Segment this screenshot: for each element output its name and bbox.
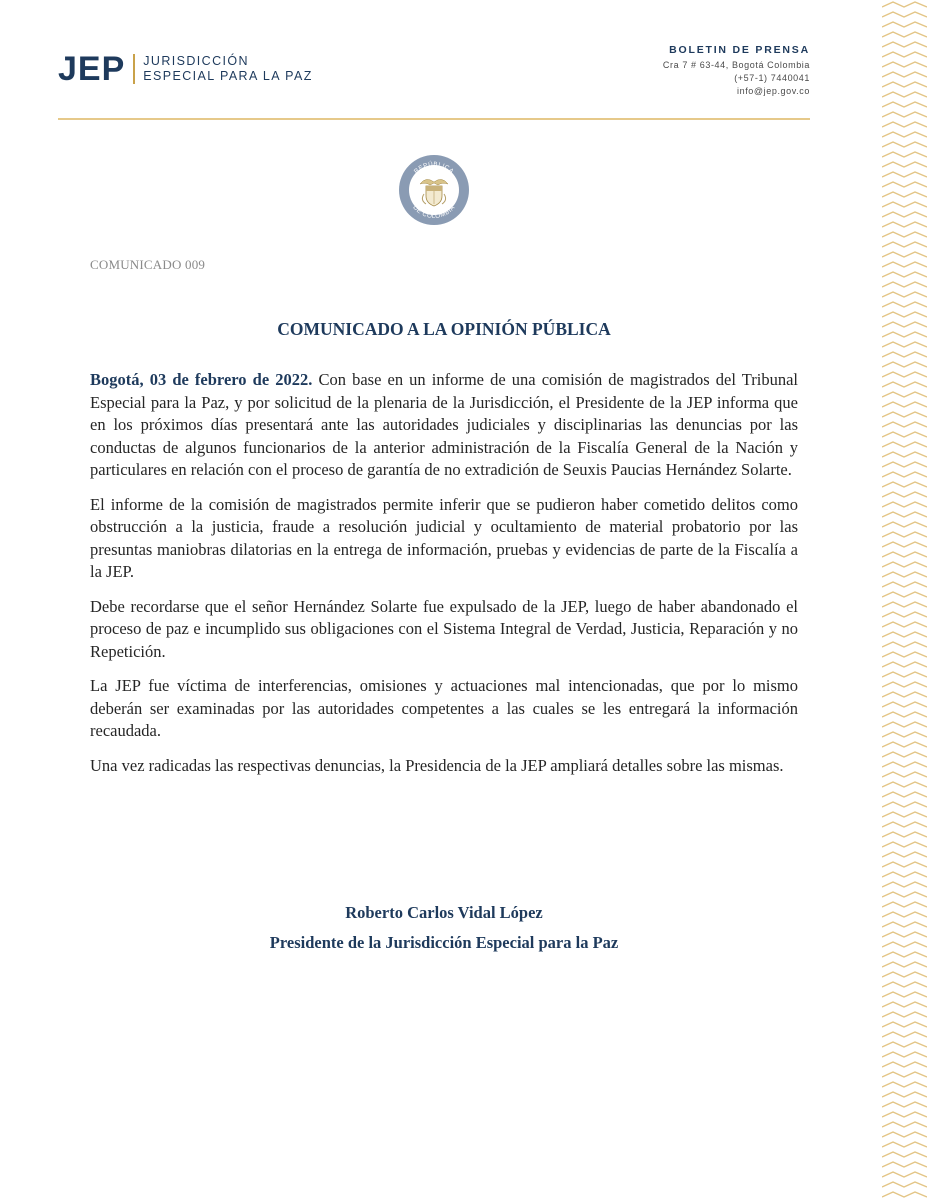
press-contact-block <box>663 44 810 98</box>
paragraph-3: Debe recordarse que el señor Hernández Solarte fue expulsado de la JEP, luego de haber abandonado el proceso de paz e incumplido sus obligaciones con el Sistema Integral de Verdad, Justicia, Reparación y no Repetición. <box>90 596 798 661</box>
document-body <box>90 369 798 789</box>
paragraph-1-text: Con base en un informe de una comisión de magistrados del Tribunal Especial para la Paz, y por solicitud de la plenaria de la Jurisdicción, el Presidente de la JEP informa que en los próximos días presentará ante las autoridades judiciales y disciplinarias las denuncias por las conductas de algunos funcionarios de la anterior administración de la Fiscalía General de la Nación y particulares en relación con el proceso de garantía de no extradición de Seuxis Paucias Hernández Solarte. <box>90 370 798 479</box>
colombia-seal-icon <box>398 154 470 226</box>
letterhead <box>58 44 810 104</box>
jep-logo <box>58 52 313 86</box>
press-phone: (+57-1) 7440041 <box>734 73 810 83</box>
logo-divider <box>133 54 135 84</box>
communique-number: COMUNICADO 009 <box>90 257 206 272</box>
signatory-role: Presidente de la Jurisdicción Especial para la Paz <box>269 933 619 952</box>
zigzag-border-decoration <box>882 0 927 1200</box>
document-title: COMUNICADO A LA OPINIÓN PÚBLICA <box>277 319 611 339</box>
seal-top-text: REPÚBLICA <box>412 160 456 176</box>
signature-block <box>90 898 798 958</box>
press-title: BOLETIN DE PRENSA <box>669 44 810 56</box>
logo-line-2: ESPECIAL PARA LA PAZ <box>143 69 313 83</box>
logo-line-1: JURISDICCIÓN <box>143 54 249 68</box>
header-divider <box>58 118 810 120</box>
dateline: Bogotá, 03 de febrero de 2022. <box>90 370 313 389</box>
logo-mark: JEP <box>58 50 126 88</box>
press-address: Cra 7 # 63-44, Bogotá Colombia <box>662 60 810 70</box>
signatory-name: Roberto Carlos Vidal López <box>345 903 543 922</box>
paragraph-2: El informe de la comisión de magistrados permite inferir que se pudieron haber cometido delitos como obstrucción a la justicia, fraude a resolución judicial y ocultamiento de material probatorio por las presuntas maniobras dilatorias en la entrega de información, pruebas y evidencias de parte de la Fiscalía a la JEP. <box>90 494 798 581</box>
seal-bottom-text: DE COLOMBIA <box>411 204 457 221</box>
paragraph-5: Una vez radicadas las respectivas denuncias, la Presidencia de la JEP ampliará detalles sobre las mismas. <box>90 755 784 775</box>
paragraph-1 <box>90 369 798 482</box>
logo-text <box>143 54 313 84</box>
paragraph-4: La JEP fue víctima de interferencias, omisiones y actuaciones mal intencionadas, que por lo mismo deberán ser examinadas por las autoridades competentes a las cuales se les entregará la información recaudada. <box>90 676 798 740</box>
press-email: info@jep.gov.co <box>736 86 810 96</box>
